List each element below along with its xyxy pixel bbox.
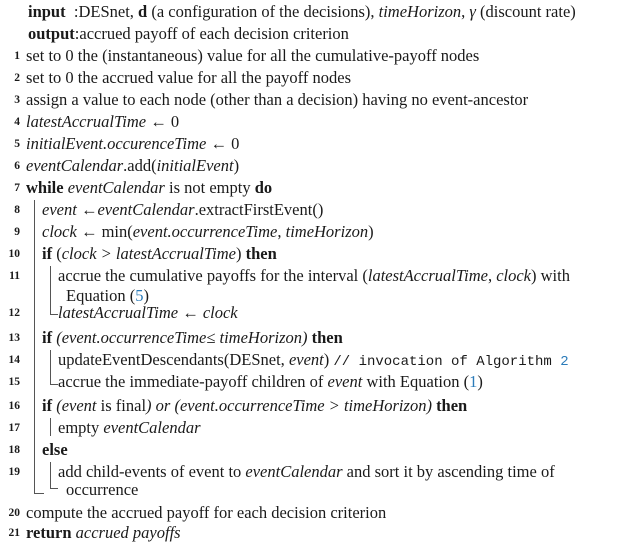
line-19-cont: occurrence xyxy=(66,480,139,499)
while-block-end xyxy=(34,493,44,494)
text: is not empty xyxy=(164,178,255,197)
line-number: 9 xyxy=(14,226,20,238)
line-13 xyxy=(42,328,343,348)
else-block-end xyxy=(50,488,58,489)
var: event.occurrenceTime xyxy=(132,222,278,241)
text: ) xyxy=(233,156,240,175)
var: (event xyxy=(52,396,97,415)
equation-link[interactable]: 1 xyxy=(469,372,478,391)
output-label: output xyxy=(28,24,75,43)
text: .extractFirstEvent() xyxy=(194,200,324,219)
input-text: (discount rate) xyxy=(475,2,576,21)
line-10 xyxy=(42,244,277,264)
while-block-bar xyxy=(34,200,35,493)
var: initialEvent xyxy=(156,156,234,175)
input-label: input xyxy=(28,2,66,21)
var: eventCalendar xyxy=(245,462,343,481)
line-4 xyxy=(26,112,179,132)
then-block-bar xyxy=(50,418,51,436)
input-text: DESnet, xyxy=(78,2,139,21)
line-number: 7 xyxy=(14,182,20,194)
line-number: 6 xyxy=(14,160,20,172)
line-12 xyxy=(58,303,238,323)
text: , xyxy=(487,266,497,285)
var: initialEvent.occurenceTime xyxy=(26,134,207,153)
keyword: then xyxy=(311,328,343,347)
line-19 xyxy=(58,462,555,482)
line-2: set to 0 the accrued value for all the payoff nodes xyxy=(26,68,351,87)
line-number: 10 xyxy=(8,248,20,260)
line-number: 3 xyxy=(14,94,20,106)
keyword: if xyxy=(42,396,53,415)
text: , xyxy=(277,222,286,241)
line-5 xyxy=(26,134,239,154)
var: latestAccrualTime xyxy=(367,266,488,285)
text: accrue the immediate-payoff children of xyxy=(58,372,328,391)
line-number: 21 xyxy=(8,527,20,539)
output-text: accrued payoff of each decision criterion xyxy=(79,24,349,43)
var: timeHorizon xyxy=(285,222,369,241)
text: ) xyxy=(235,244,246,263)
var: eventCalendar xyxy=(103,418,201,437)
algorithm-output: output:accrued payoff of each decision criterion xyxy=(28,24,349,43)
equation-link[interactable]: 5 xyxy=(135,286,144,305)
text: ← 0 xyxy=(206,134,240,153)
text: ) xyxy=(323,350,334,369)
line-21 xyxy=(26,523,181,543)
line-number: 1 xyxy=(14,50,20,62)
text: accrue the cumulative payoffs for the interval ( xyxy=(58,266,368,285)
text: is final xyxy=(96,396,147,415)
keyword: return xyxy=(26,523,72,542)
text: empty xyxy=(58,418,104,437)
text: .add( xyxy=(123,156,157,175)
text: ( xyxy=(52,244,62,263)
comment: // invocation of Algorithm xyxy=(333,354,561,370)
line-number: 18 xyxy=(8,444,20,456)
text: add child-events of event to xyxy=(58,462,246,481)
keyword: if xyxy=(42,328,53,347)
keyword: else xyxy=(42,440,68,459)
line-number: 5 xyxy=(14,138,20,150)
if-block-bar xyxy=(50,350,51,384)
text: ← xyxy=(178,303,203,322)
keyword: do xyxy=(254,178,273,197)
line-number: 16 xyxy=(8,400,20,412)
line-number: 20 xyxy=(8,507,20,519)
text: ) xyxy=(477,372,483,391)
input-gamma: γ xyxy=(469,2,476,21)
line-number: 15 xyxy=(8,376,20,388)
var: eventCalendar xyxy=(63,178,165,197)
line-number: 19 xyxy=(8,466,20,478)
line-7 xyxy=(26,178,272,198)
line-number: 4 xyxy=(14,116,20,128)
var: latestAccrualTime xyxy=(26,112,147,131)
text: ← xyxy=(76,200,98,219)
keyword: then xyxy=(436,396,468,415)
line-number: 11 xyxy=(9,270,20,282)
var: event xyxy=(288,350,324,369)
text: ← min( xyxy=(76,222,133,241)
var: event xyxy=(327,372,363,391)
else-block-bar xyxy=(50,462,51,488)
algorithm-link[interactable]: 2 xyxy=(560,354,569,370)
var: clock > latestAccrualTime xyxy=(61,244,236,263)
line-18 xyxy=(42,440,68,460)
line-11 xyxy=(58,266,570,286)
text: with Equation ( xyxy=(362,372,470,391)
line-number: 8 xyxy=(14,204,20,216)
text: ← 0 xyxy=(146,112,180,131)
algorithm-input: input :DESnet, d (a configuration of the decisions), timeHorizon, γ (discount rate) xyxy=(28,2,576,21)
line-20: compute the accrued payoff for each decision criterion xyxy=(26,503,387,522)
if-block-end xyxy=(50,384,58,385)
var: eventCalendar xyxy=(97,200,195,219)
text: Equation ( xyxy=(66,286,136,305)
input-text: , xyxy=(461,2,470,21)
line-16 xyxy=(42,396,467,416)
line-15 xyxy=(58,372,483,392)
line-number: 13 xyxy=(8,332,20,344)
line-6 xyxy=(26,156,239,176)
keyword: while xyxy=(26,178,64,197)
var: latestAccrualTime xyxy=(58,303,179,322)
var: ) or (event.occurrenceTime > timeHorizon) xyxy=(146,396,437,415)
input-text: (a configuration of the decisions), xyxy=(147,2,379,21)
var: (event.occurrenceTime≤ timeHorizon) xyxy=(52,328,312,347)
line-8 xyxy=(42,200,323,220)
text: ) xyxy=(143,286,149,305)
line-1: set to 0 the (instantaneous) value for all the cumulative-payoff nodes xyxy=(26,46,480,65)
var: accrued payoffs xyxy=(71,523,181,542)
var: eventCalendar xyxy=(26,156,124,175)
text: updateEventDescendants(DESnet, xyxy=(58,350,289,369)
line-number: 14 xyxy=(8,354,20,366)
text: ) xyxy=(368,222,374,241)
input-timehorizon: timeHorizon xyxy=(378,2,462,21)
line-number: 17 xyxy=(8,422,20,434)
var: event xyxy=(42,200,77,219)
text: and sort it by ascending time of xyxy=(342,462,555,481)
var: clock xyxy=(42,222,77,241)
input-d: d xyxy=(138,2,148,21)
line-17 xyxy=(58,418,201,438)
keyword: if xyxy=(42,244,53,263)
if-block-bar xyxy=(50,266,51,314)
line-number: 12 xyxy=(8,307,20,319)
line-3: assign a value to each node (other than a decision) having no event-ancestor xyxy=(26,90,529,109)
line-number: 2 xyxy=(14,72,20,84)
line-9 xyxy=(42,222,374,242)
var: clock xyxy=(202,303,238,322)
line-14 xyxy=(58,350,569,372)
if-block-end xyxy=(50,314,58,315)
var: clock xyxy=(496,266,531,285)
text: ) with xyxy=(531,266,570,285)
keyword: then xyxy=(245,244,277,263)
